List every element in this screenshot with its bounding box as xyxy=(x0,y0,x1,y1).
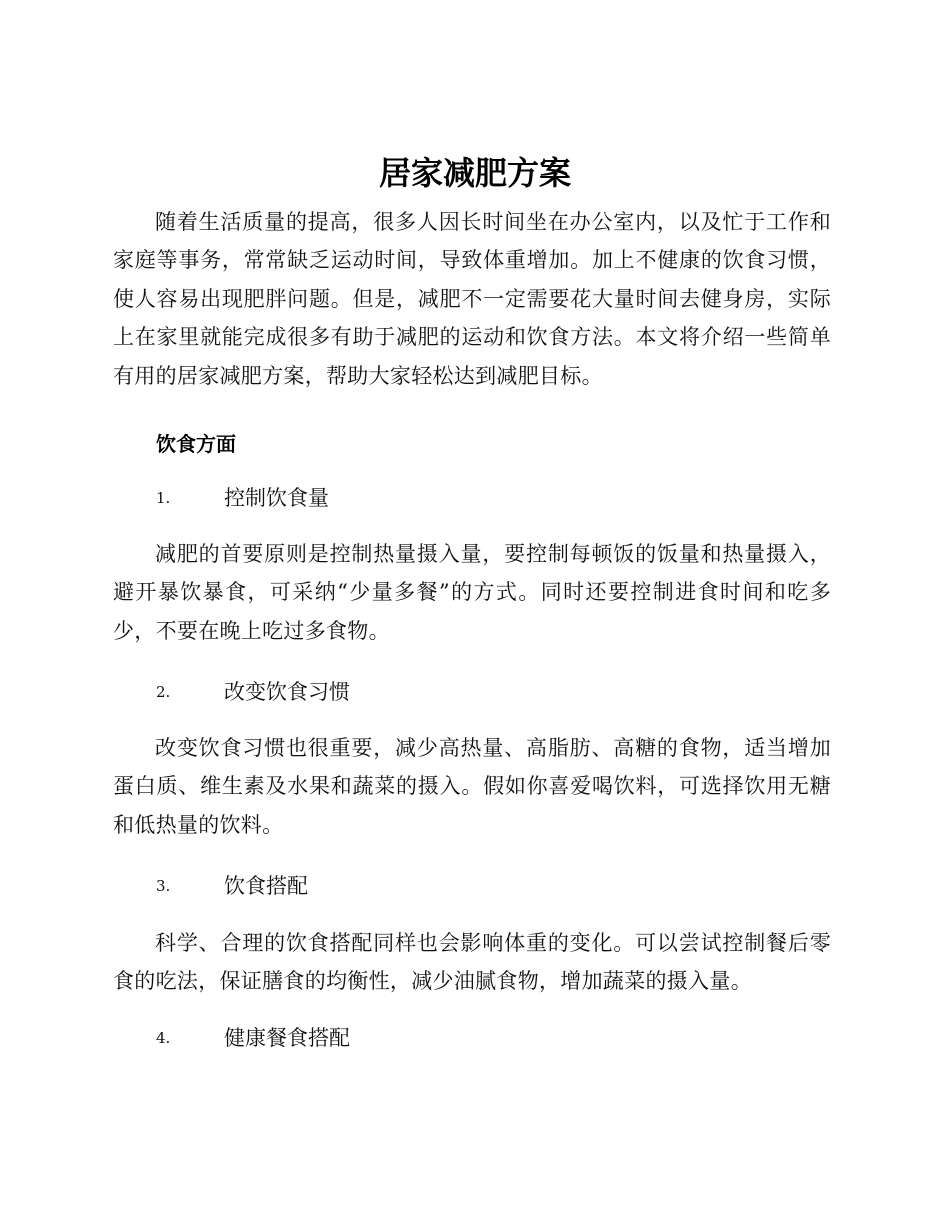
item-2-paragraph: 改变饮食习惯也很重要，减少高热量、高脂肪、高糖的食物，适当增加蛋白质、维生素及水果和蔬菜的摄入。假如你喜爱喝饮料，可选择饮用无糖和低热量的饮料。 xyxy=(113,736,831,837)
list-item-3 xyxy=(156,870,308,902)
list-label: 控制饮食量 xyxy=(224,486,329,510)
list-number: 1. xyxy=(156,489,171,507)
list-number: 4. xyxy=(156,1029,171,1047)
list-label: 饮食搭配 xyxy=(224,874,308,898)
list-item-4 xyxy=(156,1022,350,1054)
item-3-paragraph: 科学、合理的饮食搭配同样也会影响体重的变化。可以尝试控制餐后零食的吃法，保证膳食的均衡性，减少油腻食物，增加蔬菜的摄入量。 xyxy=(113,931,831,994)
list-number: 3. xyxy=(156,877,171,895)
document-title: 居家减肥方案 xyxy=(378,154,571,192)
list-item-1 xyxy=(156,482,329,514)
list-item-2 xyxy=(156,676,350,708)
item-1-paragraph: 减肥的首要原则是控制热量摄入量，要控制每顿饭的饭量和热量摄入，避开暴饮暴食，可采纳“少量多餐”的方式。同时还要控制进食时间和吃多少，不要在晚上吃过多食物。 xyxy=(113,542,831,643)
list-number: 2. xyxy=(156,683,171,701)
list-label: 健康餐食搭配 xyxy=(224,1026,350,1050)
section-heading-diet: 饮食方面 xyxy=(156,432,236,456)
intro-paragraph: 随着生活质量的提高，很多人因长时间坐在办公室内，以及忙于工作和家庭等事务，常常缺乏运动时间，导致体重增加。加上不健康的饮食习惯，使人容易出现肥胖问题。但是，减肥不一定需要花大量时间去健身房，实际上在家里就能完成很多有助于减肥的运动和饮食方法。本文将介绍一些简单有用的居家减肥方案，帮助大家轻松达到减肥目标。 xyxy=(113,210,831,388)
list-label: 改变饮食习惯 xyxy=(224,680,350,704)
